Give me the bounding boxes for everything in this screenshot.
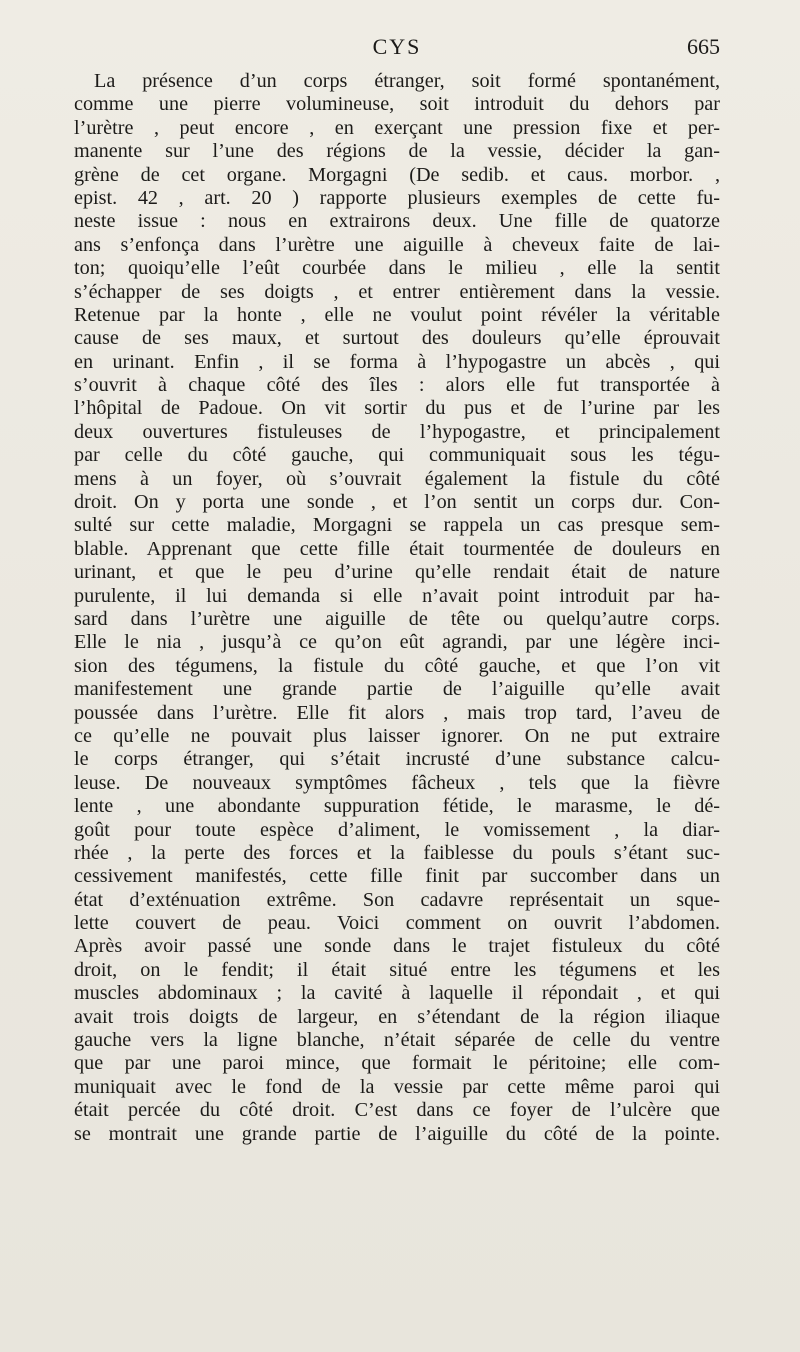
text-line: Elle le nia , jusqu’à ce qu’on eût agrandi, par une légère inci- [74, 631, 720, 654]
text-line: goût pour toute espèce d’aliment, le vomissement , la diar- [74, 818, 720, 841]
text-line: La présence d’un corps étranger, soit formé spontanément, [94, 70, 720, 92]
text-line: leuse. De nouveaux symptômes fâcheux , tels que la fièvre [74, 771, 720, 794]
text-line: sard dans l’urètre une aiguille de tête ou quelqu’autre corps. [74, 607, 720, 630]
text-line: mens à un foyer, où s’ouvrait également la fistule du côté [74, 467, 720, 490]
text-line: l’urètre , peut encore , en exerçant une pression fixe et per- [74, 116, 720, 139]
text-line: ce qu’elle ne pouvait plus laisser ignorer. On ne put extraire [74, 724, 720, 747]
text-line: gauche vers la ligne blanche, n’était séparée de celle du ventre [74, 1029, 720, 1052]
text-line: état d’exténuation extrême. Son cadavre représentait un sque- [74, 888, 720, 911]
text-line: manifestement une grande partie de l’aiguille qu’elle avait [74, 678, 720, 701]
text-line: l’hôpital de Padoue. On vit sortir du pus et de l’urine par les [74, 397, 720, 420]
text-line: deux ouvertures fistuleuses de l’hypogastre, et principalement [74, 420, 720, 443]
text-line: cessivement manifestés, cette fille finit par succomber dans un [74, 865, 720, 888]
text-line: avait trois doigts de largeur, en s’étendant de la région iliaque [74, 1005, 720, 1028]
text-line: comme une pierre volumineuse, soit introduit du dehors par [74, 93, 720, 116]
text-line: cause de ses maux, et surtout des douleurs qu’elle éprouvait [74, 327, 720, 350]
page-number: 665 [687, 34, 720, 59]
text-line: ans s’enfonça dans l’urètre une aiguille à cheveux faite de lai- [74, 233, 720, 256]
text-line: s’ouvrit à chaque côté des îles : alors elle fut transportée à [74, 374, 720, 397]
body-paragraph [74, 70, 720, 1146]
text-line: lente , une abondante suppuration fétide, le marasme, le dé- [74, 795, 720, 818]
text-line: rhée , la perte des forces et la faiblesse du pouls s’étant suc- [74, 841, 720, 864]
text-line: muscles abdominaux ; la cavité à laquelle il répondait , et qui [74, 982, 720, 1005]
text-line: Retenue par la honte , elle ne voulut point révéler la véritable [74, 303, 720, 326]
text-line: purulente, il lui demanda si elle n’avait point introduit par ha- [74, 584, 720, 607]
text-line: droit, on le fendit; il était situé entre les tégumens et les [74, 958, 720, 981]
text-line: muniquait avec le fond de la vessie par cette même paroi qui [74, 1075, 720, 1098]
text-line: Après avoir passé une sonde dans le trajet fistuleux du côté [74, 935, 720, 958]
text-line: ton; quoiqu’elle l’eût courbée dans le milieu , elle la sentit [74, 257, 720, 280]
text-line: epist. 42 , art. 20 ) rapporte plusieurs exemples de cette fu- [74, 186, 720, 209]
text-line: s’échapper de ses doigts , et entrer entièrement dans la vessie. [74, 280, 720, 303]
text-line: blable. Apprenant que cette fille était tourmentée de douleurs en [74, 537, 720, 560]
text-line: était percée du côté droit. C’est dans ce foyer de l’ulcère que [74, 1099, 720, 1122]
text-line: en urinant. Enfin , il se forma à l’hypogastre un abcès , qui [74, 350, 720, 373]
running-head: CYS [372, 34, 422, 59]
text-line: que par une paroi mince, que formait le péritoine; elle com- [74, 1052, 720, 1075]
text-line: poussée dans l’urètre. Elle fit alors , mais trop tard, l’aveu de [74, 701, 720, 724]
text-line: lette couvert de peau. Voici comment on ouvrit l’abdomen. [74, 912, 720, 935]
page-header [74, 34, 720, 66]
text-line: par celle du côté gauche, qui communiquait sous les tégu- [74, 444, 720, 467]
text-line: grène de cet organe. Morgagni (De sedib. et caus. morbor. , [74, 163, 720, 186]
text-line: sulté sur cette maladie, Morgagni se rappela un cas presque sem- [74, 514, 720, 537]
text-line: droit. On y porta une sonde , et l’on sentit un corps dur. Con- [74, 491, 720, 514]
text-line: manente sur l’une des régions de la vessie, décider la gan- [74, 140, 720, 163]
text-line: sion des tégumens, la fistule du côté gauche, et que l’on vit [74, 654, 720, 677]
text-line: neste issue : nous en extrairons deux. Une fille de quatorze [74, 210, 720, 233]
text-line: le corps étranger, qui s’était incrusté d’une substance calcu- [74, 748, 720, 771]
text-line: urinant, et que le peu d’urine qu’elle rendait était de nature [74, 561, 720, 584]
text-line: se montrait une grande partie de l’aiguille du côté de la pointe. [74, 1122, 720, 1145]
